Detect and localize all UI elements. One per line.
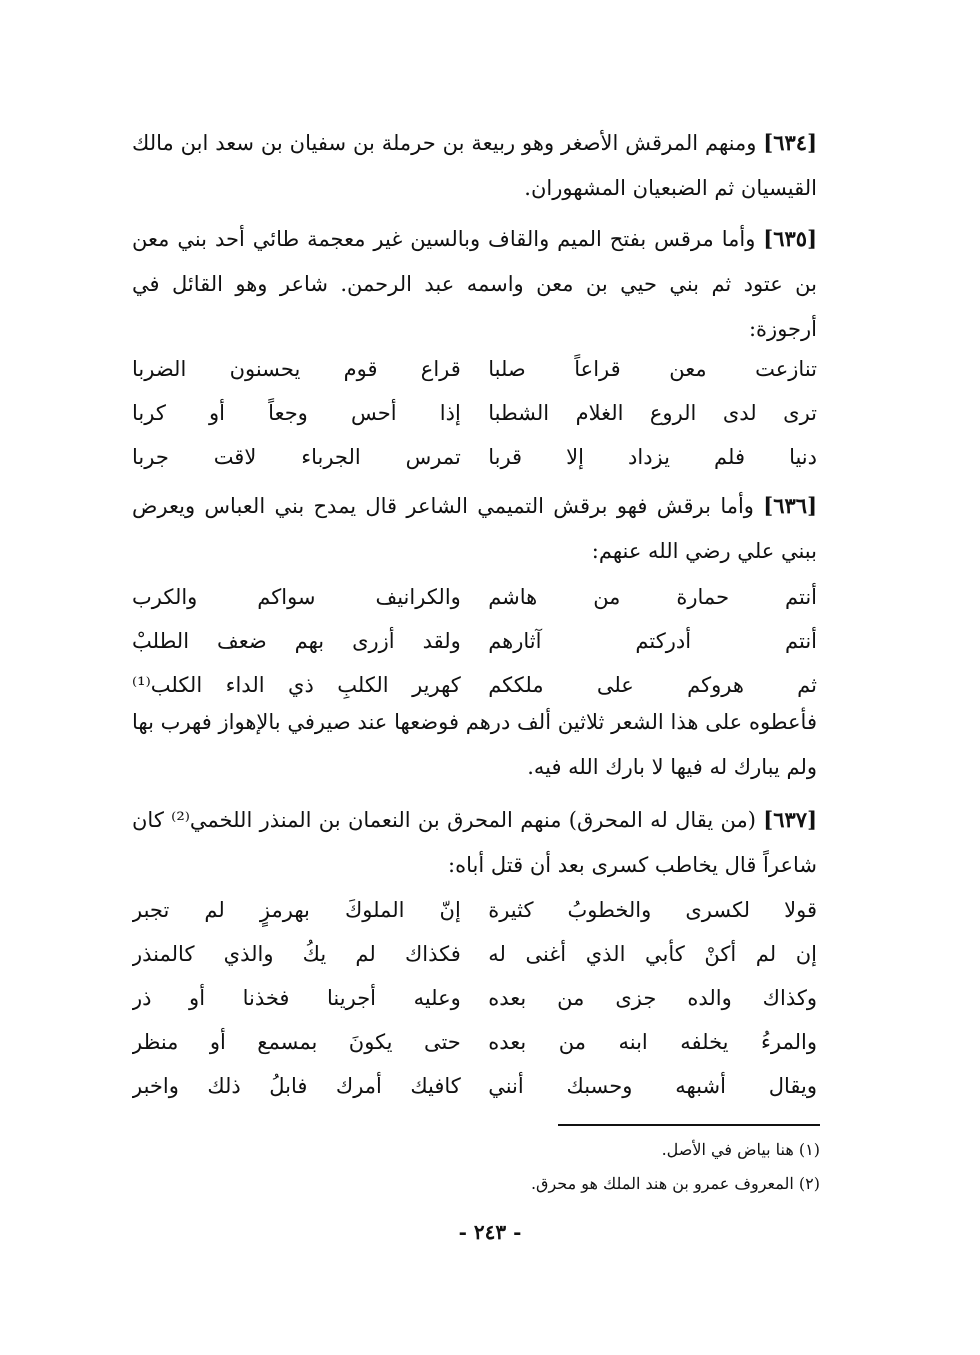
- hemistich-left: إذا أحس وجعاً أو كربا: [132, 401, 461, 425]
- hemistich-left: تمرس الجرباء لاقت جربا: [132, 445, 461, 469]
- hemistich-left: والكرانيف سواكم والكرب: [132, 585, 461, 609]
- verse: [132, 619, 817, 663]
- hemistich-right: دنيا فلم يزداد إلا قربا: [488, 445, 817, 469]
- hemistich-left: كهرير الكلبِ ذي الداء الكلب⁽¹⁾: [132, 673, 461, 697]
- paragraph-637: [132, 797, 817, 888]
- verse: [132, 1020, 817, 1064]
- hemistich-left: ولقد أزرى بهم ضعف الطلبْ: [132, 629, 461, 653]
- poem-rajaz: [132, 347, 817, 479]
- hemistich-right: قولا لكسرى والخطوبُ كثيرة: [488, 898, 817, 922]
- entry-number: [٦٣٧]: [763, 807, 818, 832]
- hemistich-left: وعليه أجرينا فخذنا أو ذر: [132, 986, 461, 1010]
- footnote-1: (١) هنا بياض في الأصل.: [661, 1140, 820, 1159]
- hemistich-left: قراع قوم يحسنون الضربا: [132, 357, 461, 381]
- hemistich-right: تنازعت معن قراعاً صلبا: [488, 357, 817, 381]
- verse: [132, 976, 817, 1020]
- hemistich-right: إن لم أكنْ كأبي الذي أغنى له: [488, 942, 817, 966]
- page-number: - ٢٤٣ -: [458, 1220, 522, 1244]
- footnote-divider: [558, 1124, 820, 1126]
- paragraph-text: (من يقال له المحرق) منهم المحرق بن النعمان بن المنذر اللخمي⁽²⁾ كان شاعراً قال يخاطب كسرى بعد أن قتل أباه:: [132, 808, 817, 877]
- paragraph-636-continuation: [132, 700, 817, 790]
- verse: [132, 1064, 817, 1108]
- verse: [132, 575, 817, 619]
- hemistich-left: حتى يكونَ بمسمع أو منظر: [132, 1030, 461, 1054]
- paragraph-634: [132, 120, 817, 211]
- poem-muharriq: [132, 888, 817, 1108]
- hemistich-right: ترى لدى الروع الغلام الشطبا: [488, 401, 817, 425]
- paragraph-text: وأما برقش فهو برقش التميمي الشاعر قال يمدح بني العباس ويعرض ببني علي رضي الله عنهم:: [132, 494, 817, 563]
- hemistich-right: ويقال أشبهه وحسبك أنني: [488, 1074, 817, 1098]
- hemistich-left: إنّ الملوكَ بهرمزٍ لم تجبر: [132, 898, 461, 922]
- hemistich-left: فكذاك لم يكُ والذي كالمنذر: [132, 942, 461, 966]
- hemistich-right: أنتم أدركتم آثارهم: [488, 629, 817, 653]
- footnote-2: (٢) المعروف عمرو بن هند الملك هو محرق.: [530, 1174, 820, 1193]
- paragraph-636: [132, 483, 817, 574]
- verse: [132, 932, 817, 976]
- entry-number: [٦٣٤]: [763, 130, 817, 155]
- paragraph-text: ومنهم المرقش الأصغر وهو ربيعة بن حرملة بن سفيان بن سعد ابن مالك القيسيان ثم الضبعيان المشهوران.: [132, 131, 817, 200]
- verse: [132, 391, 817, 435]
- hemistich-left: كافيك أمرك فابلُ ذلك واخبر: [132, 1074, 461, 1098]
- verse: [132, 347, 817, 391]
- verse: [132, 435, 817, 479]
- verse: [132, 888, 817, 932]
- hemistich-right: أنتم حمارة من هاشم: [488, 585, 817, 609]
- entry-number: [٦٣٦]: [763, 493, 817, 518]
- hemistich-right: ثم هروكم على ملككم: [488, 673, 817, 697]
- paragraph-635: [132, 216, 817, 352]
- entry-number: [٦٣٥]: [763, 226, 817, 251]
- hemistich-right: وكذاك والده جزى من بعده: [488, 986, 817, 1010]
- hemistich-right: والمرءُ يخلفه ابنه من بعده: [488, 1030, 817, 1054]
- poem-barqash: [132, 575, 817, 707]
- paragraph-text: فأعطوه على هذا الشعر ثلاثين ألف درهم فوضعها عند صيرفي بالإهواز فهرب بها ولم يبارك له فيها لا بارك الله فيه.: [132, 710, 817, 779]
- paragraph-text: وأما مرقس بفتح الميم والقاف وبالسين غير معجمة طائي أحد بني معن بن عتود ثم بني حيي بن معن واسمه عبد الرحمن. شاعر وهو القائل في أرجوزة:: [132, 227, 817, 341]
- footnotes: [300, 1133, 820, 1201]
